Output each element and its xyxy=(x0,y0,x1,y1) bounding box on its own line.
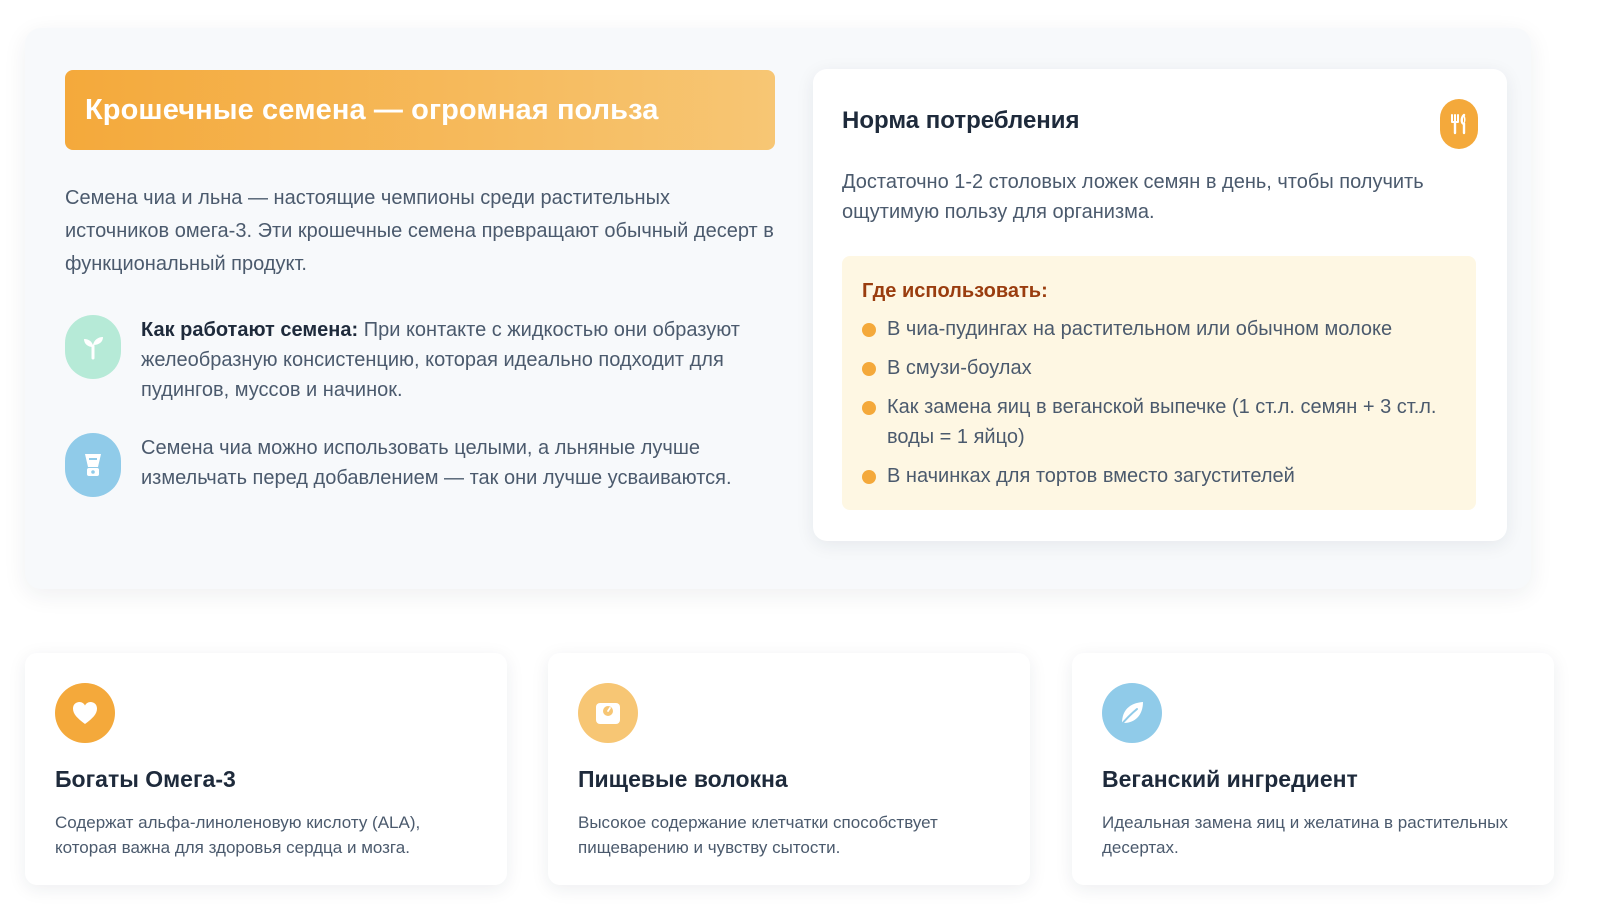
utensils-icon xyxy=(1440,99,1478,149)
usage-list xyxy=(862,314,1462,500)
bullet-dot xyxy=(862,401,876,415)
feature-card-fiber xyxy=(548,653,1030,885)
usage-item xyxy=(862,392,1462,452)
bullet-dot xyxy=(862,323,876,337)
usage-box xyxy=(842,256,1476,510)
benefits-column xyxy=(65,70,775,493)
usage-item xyxy=(862,461,1462,491)
seedling-icon xyxy=(65,315,121,379)
point-how-seeds-work xyxy=(65,315,775,405)
banner-title: Крошечные семена — огромная польза xyxy=(85,93,659,126)
consumption-title: Норма потребления xyxy=(842,107,1080,134)
usage-title: Где использовать: xyxy=(862,280,1048,302)
banner xyxy=(65,70,775,150)
feature-title: Веганский ингредиент xyxy=(1102,766,1358,792)
usage-item-text: Как замена яиц в веганской выпечке (1 ст.л. семян + 3 ст.л. воды = 1 яйцо) xyxy=(887,396,1437,448)
usage-item xyxy=(862,314,1462,344)
usage-item-text: В смузи-боулах xyxy=(887,357,1032,379)
scale-icon xyxy=(578,683,638,743)
point-chia-flax-usage xyxy=(65,433,775,493)
bullet-dot xyxy=(862,362,876,376)
consumption-description: Достаточно 1-2 столовых ложек семян в день, чтобы получить ощутимую пользу для организма. xyxy=(842,171,1424,223)
feature-text: Идеальная замена яиц и желатина в растительных десертах. xyxy=(1102,813,1508,857)
feature-title: Пищевые волокна xyxy=(578,766,788,792)
feature-card-omega3 xyxy=(25,653,507,885)
point-text xyxy=(141,433,775,493)
heart-icon xyxy=(55,683,115,743)
point-body: При контакте с жидкостью они образуют желеобразную консистенцию, которая идеально подходит для пудингов, муссов и начинок. xyxy=(141,319,740,401)
feature-text: Высокое содержание клетчатки способствует пищеварению и чувству сытости. xyxy=(578,813,938,857)
point-text xyxy=(141,315,775,405)
feature-text: Содержат альфа-линоленовую кислоту (ALA), которая важна для здоровья сердца и мозга. xyxy=(55,813,421,857)
point-bold: Как работают семена: xyxy=(141,319,359,341)
usage-item-text: В начинках для тортов вместо загустителей xyxy=(887,465,1295,487)
intro-text: Семена чиа и льна — настоящие чемпионы среди растительных источников омега-3. Эти крошечные семена превращают обычный десерт в функциональный продукт. xyxy=(65,187,774,275)
feature-title: Богаты Омега-3 xyxy=(55,766,236,792)
consumption-card xyxy=(813,69,1507,541)
benefits-panel xyxy=(25,28,1531,589)
usage-item xyxy=(862,353,1462,383)
point-body: Семена чиа можно использовать целыми, а льняные лучше измельчать перед добавлением — так они лучше усваиваются. xyxy=(141,437,732,489)
bullet-dot xyxy=(862,470,876,484)
feature-card-vegan xyxy=(1072,653,1554,885)
usage-item-text: В чиа-пудингах на растительном или обычном молоке xyxy=(887,318,1393,340)
blender-icon xyxy=(65,433,121,497)
leaf-icon xyxy=(1102,683,1162,743)
